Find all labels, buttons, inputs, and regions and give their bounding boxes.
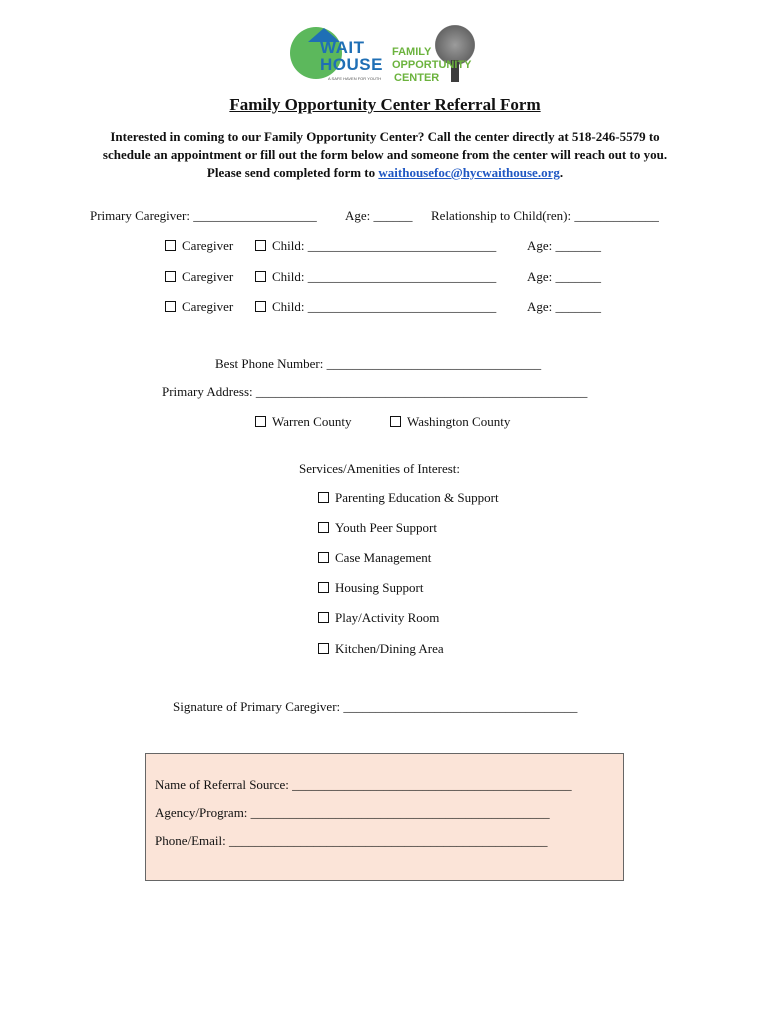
wait-house-logo (288, 22, 382, 88)
service-label: Play/Activity Room (335, 610, 440, 625)
wait-house-tagline: A SAFE HAVEN FOR YOUTH (328, 76, 382, 81)
service-label: Youth Peer Support (335, 520, 437, 535)
family-opportunity-center-logo (388, 22, 484, 88)
service-checkbox-play-room[interactable] (318, 610, 439, 626)
referral-agency-field[interactable]: Agency/Program: ______________________________________________ (155, 805, 550, 820)
warren-county-checkbox[interactable] (255, 414, 351, 430)
checkbox-icon[interactable] (318, 582, 329, 593)
foc-logo-line1: FAMILY (392, 46, 432, 58)
intro-text: Interested in coming to our Family Opportunity Center? Call the center directly at 518-246-5579 to schedule an appointment or fill out the form below and someone from the center will reach out to you. Please send completed form to (102, 129, 668, 180)
checkbox-icon[interactable] (255, 416, 266, 427)
foc-logo-line3: CENTER (394, 72, 440, 84)
child-label: Child: _____________________________ (272, 299, 497, 314)
checkbox-icon[interactable] (318, 522, 329, 533)
checkbox-icon[interactable] (318, 612, 329, 623)
checkbox-icon[interactable] (165, 271, 176, 282)
checkbox-icon[interactable] (255, 301, 266, 312)
county-label: Warren County (272, 414, 352, 429)
service-label: Housing Support (335, 580, 424, 595)
checkbox-icon[interactable] (318, 552, 329, 563)
checkbox-icon[interactable] (255, 240, 266, 251)
checkbox-icon[interactable] (165, 240, 176, 251)
caregiver-checkbox-1[interactable] (165, 238, 233, 254)
washington-county-checkbox[interactable] (390, 414, 510, 430)
header-logos (288, 22, 484, 88)
services-heading: Services/Amenities of Interest: (299, 461, 461, 476)
checkbox-icon[interactable] (165, 301, 176, 312)
service-checkbox-youth-peer[interactable] (318, 520, 437, 536)
child-label: Child: _____________________________ (272, 238, 497, 253)
signature-field[interactable]: Signature of Primary Caregiver: ____________________________________ (173, 699, 578, 714)
referral-name-field[interactable]: Name of Referral Source: ___________________________________________ (155, 777, 572, 792)
child-field-3[interactable] (255, 299, 496, 315)
intro-paragraph (90, 128, 680, 182)
relationship-field[interactable]: Relationship to Child(ren): _____________ (431, 208, 659, 223)
child-field-1[interactable] (255, 238, 496, 254)
service-label: Parenting Education & Support (335, 490, 499, 505)
wait-house-logo-line1: WAIT (320, 38, 365, 57)
checkbox-icon[interactable] (318, 492, 329, 503)
foc-logo-line2: OPPORTUNITY (392, 59, 472, 71)
caregiver-label: Caregiver (182, 299, 234, 314)
referral-contact-field[interactable]: Phone/Email: _________________________________________________ (155, 833, 548, 848)
caregiver-label: Caregiver (182, 238, 234, 253)
form-title: Family Opportunity Center Referral Form (229, 95, 541, 114)
child-age-field-1[interactable]: Age: _______ (527, 238, 602, 253)
service-checkbox-kitchen[interactable] (318, 641, 444, 657)
primary-caregiver-field[interactable]: Primary Caregiver: ___________________ (90, 208, 317, 223)
checkbox-icon[interactable] (390, 416, 401, 427)
caregiver-label: Caregiver (182, 269, 234, 284)
child-age-field-3[interactable]: Age: _______ (527, 299, 602, 314)
service-checkbox-parenting[interactable] (318, 490, 499, 506)
service-label: Kitchen/Dining Area (335, 641, 444, 656)
email-link[interactable]: waithousefoc@hycwaithouse.org (378, 165, 560, 180)
service-checkbox-case-management[interactable] (318, 550, 431, 566)
caregiver-checkbox-2[interactable] (165, 269, 233, 285)
child-field-2[interactable] (255, 269, 496, 285)
phone-field[interactable]: Best Phone Number: _________________________________ (215, 356, 542, 371)
county-label: Washington County (407, 414, 511, 429)
service-checkbox-housing[interactable] (318, 580, 423, 596)
checkbox-icon[interactable] (255, 271, 266, 282)
child-age-field-2[interactable]: Age: _______ (527, 269, 602, 284)
caregiver-checkbox-3[interactable] (165, 299, 233, 315)
service-label: Case Management (335, 550, 432, 565)
child-label: Child: _____________________________ (272, 269, 497, 284)
intro-end: . (559, 165, 564, 180)
address-field[interactable]: Primary Address: ___________________________________________________ (162, 384, 588, 399)
checkbox-icon[interactable] (318, 643, 329, 654)
caregiver-age-field[interactable]: Age: ______ (345, 208, 413, 223)
wait-house-logo-line2: HOUSE (320, 55, 383, 74)
